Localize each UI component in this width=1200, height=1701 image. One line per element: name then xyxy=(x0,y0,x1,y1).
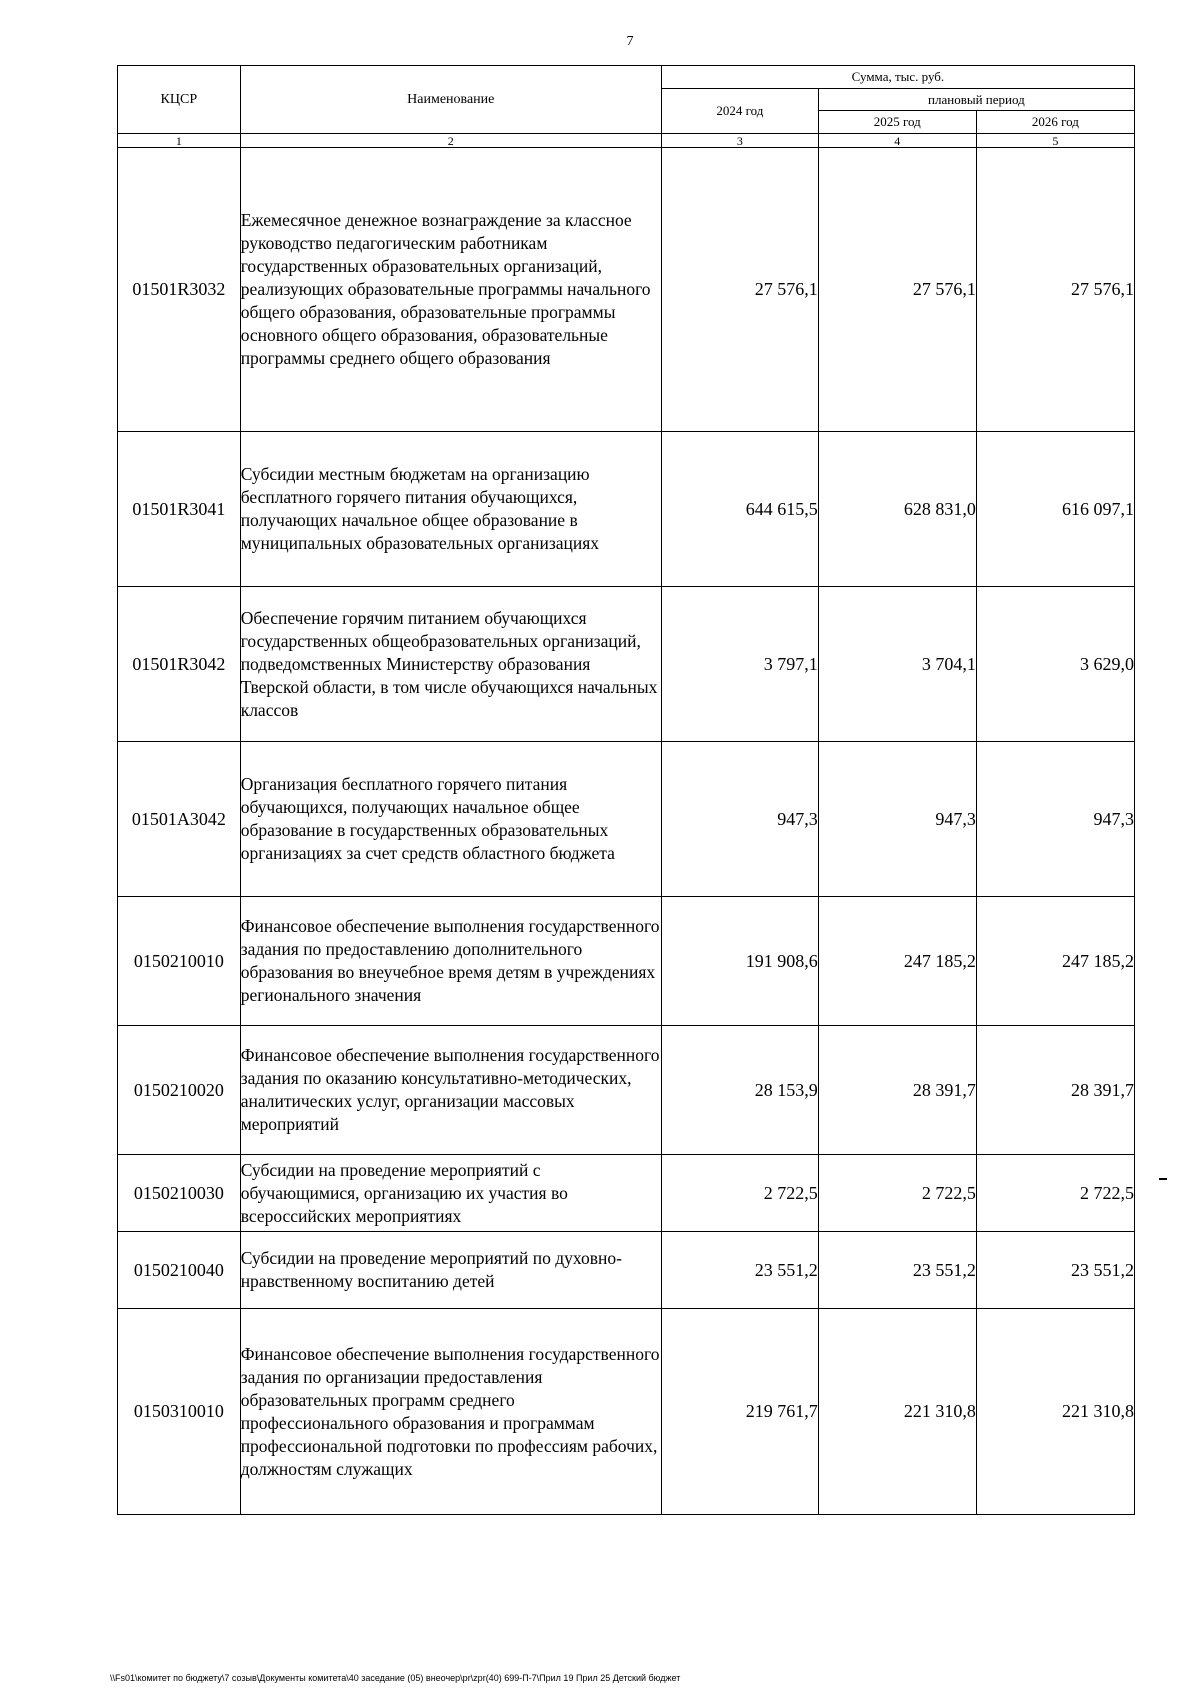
header-year-2026: 2026 год xyxy=(976,111,1134,134)
row-value-2025: 247 185,2 xyxy=(818,897,976,1026)
row-value-2025: 2 722,5 xyxy=(818,1155,976,1232)
row-value-2024: 644 615,5 xyxy=(661,432,818,587)
column-number-1: 1 xyxy=(118,134,241,148)
row-value-2026: 28 391,7 xyxy=(976,1026,1134,1155)
row-value-2026: 27 576,1 xyxy=(976,148,1134,432)
table-row xyxy=(118,432,1135,587)
table-row xyxy=(118,148,1135,432)
row-code: 01501R3032 xyxy=(118,148,241,432)
row-value-2024: 3 797,1 xyxy=(661,587,818,742)
table-row xyxy=(118,897,1135,1026)
row-code: 0150310010 xyxy=(118,1309,241,1515)
table-row xyxy=(118,587,1135,742)
row-code: 01501R3042 xyxy=(118,587,241,742)
row-value-2024: 23 551,2 xyxy=(661,1232,818,1309)
row-value-2024: 219 761,7 xyxy=(661,1309,818,1515)
row-value-2024: 947,3 xyxy=(661,742,818,897)
row-value-2025: 3 704,1 xyxy=(818,587,976,742)
column-number-4: 4 xyxy=(818,134,976,148)
footer-file-path: \\Fs01\комитет по бюджету\7 созыв\Документы комитета\40 заседание (05) внеочер\pr\zpr(40) 699-П-7\Прил 19 Прил 25 Детский бюджет xyxy=(110,1673,681,1683)
table-row xyxy=(118,1309,1135,1515)
row-value-2025: 221 310,8 xyxy=(818,1309,976,1515)
row-value-2024: 2 722,5 xyxy=(661,1155,818,1232)
row-name: Финансовое обеспечение выполнения государственного задания по предоставлению дополнительного образования во внеучебное время детям в учреждениях регионального значения xyxy=(240,897,661,1026)
row-value-2026: 3 629,0 xyxy=(976,587,1134,742)
row-name: Обеспечение горячим питанием обучающихся государственных общеобразовательных организаций, подведомственных Министерству образования Тверской области, в том числе обучающихся начальных классов xyxy=(240,587,661,742)
row-value-2024: 191 908,6 xyxy=(661,897,818,1026)
table-row xyxy=(118,1232,1135,1309)
row-value-2026: 247 185,2 xyxy=(976,897,1134,1026)
row-name: Ежемесячное денежное вознаграждение за классное руководство педагогическим работникам государственных образовательных организаций, реализующих образовательные программы начального общего образования, образовательные программы основного общего образования, образовательные программы среднего общего образования xyxy=(240,148,661,432)
row-name: Субсидии местным бюджетам на организацию бесплатного горячего питания обучающихся, получающих начальное общее образование в муниципальных образовательных организациях xyxy=(240,432,661,587)
column-number-2: 2 xyxy=(240,134,661,148)
row-value-2025: 628 831,0 xyxy=(818,432,976,587)
row-name: Субсидии на проведение мероприятий с обучающимися, организацию их участия во всероссийских мероприятиях xyxy=(240,1155,661,1232)
row-value-2025: 947,3 xyxy=(818,742,976,897)
header-name: Наименование xyxy=(240,66,661,134)
column-number-3: 3 xyxy=(661,134,818,148)
row-value-2024: 27 576,1 xyxy=(661,148,818,432)
page-number: 7 xyxy=(626,34,634,49)
row-value-2026: 616 097,1 xyxy=(976,432,1134,587)
row-value-2025: 23 551,2 xyxy=(818,1232,976,1309)
table-row xyxy=(118,1155,1135,1232)
row-value-2026: 947,3 xyxy=(976,742,1134,897)
row-name: Финансовое обеспечение выполнения государственного задания по оказанию консультативно-методических, аналитических услуг, организации массовых мероприятий xyxy=(240,1026,661,1155)
row-code: 0150210040 xyxy=(118,1232,241,1309)
row-code: 0150210030 xyxy=(118,1155,241,1232)
row-code: 0150210020 xyxy=(118,1026,241,1155)
header-code: КЦСР xyxy=(118,66,241,134)
row-name: Субсидии на проведение мероприятий по духовно-нравственному воспитанию детей xyxy=(240,1232,661,1309)
table-row xyxy=(118,742,1135,897)
scan-mark xyxy=(1159,1178,1167,1180)
row-code: 01501R3041 xyxy=(118,432,241,587)
row-code: 01501А3042 xyxy=(118,742,241,897)
budget-table xyxy=(117,65,1135,1515)
row-code: 0150210010 xyxy=(118,897,241,1026)
row-value-2025: 28 391,7 xyxy=(818,1026,976,1155)
header-planning-period: плановый период xyxy=(818,89,1134,111)
header-year-2024: 2024 год xyxy=(661,89,818,134)
table-row xyxy=(118,1026,1135,1155)
row-value-2025: 27 576,1 xyxy=(818,148,976,432)
row-value-2024: 28 153,9 xyxy=(661,1026,818,1155)
row-name: Финансовое обеспечение выполнения государственного задания по организации предоставления образовательных программ среднего профессионального образования и программам профессиональной подготовки по профессиям рабочих, должностям служащих xyxy=(240,1309,661,1515)
row-name: Организация бесплатного горячего питания обучающихся, получающих начальное общее образование в государственных образовательных организациях за счет средств областного бюджета xyxy=(240,742,661,897)
row-value-2026: 2 722,5 xyxy=(976,1155,1134,1232)
row-value-2026: 23 551,2 xyxy=(976,1232,1134,1309)
header-sum: Сумма, тыс. руб. xyxy=(661,66,1134,89)
table-body xyxy=(118,148,1135,1515)
column-number-5: 5 xyxy=(976,134,1134,148)
header-year-2025: 2025 год xyxy=(818,111,976,134)
table-header xyxy=(118,66,1135,148)
row-value-2026: 221 310,8 xyxy=(976,1309,1134,1515)
